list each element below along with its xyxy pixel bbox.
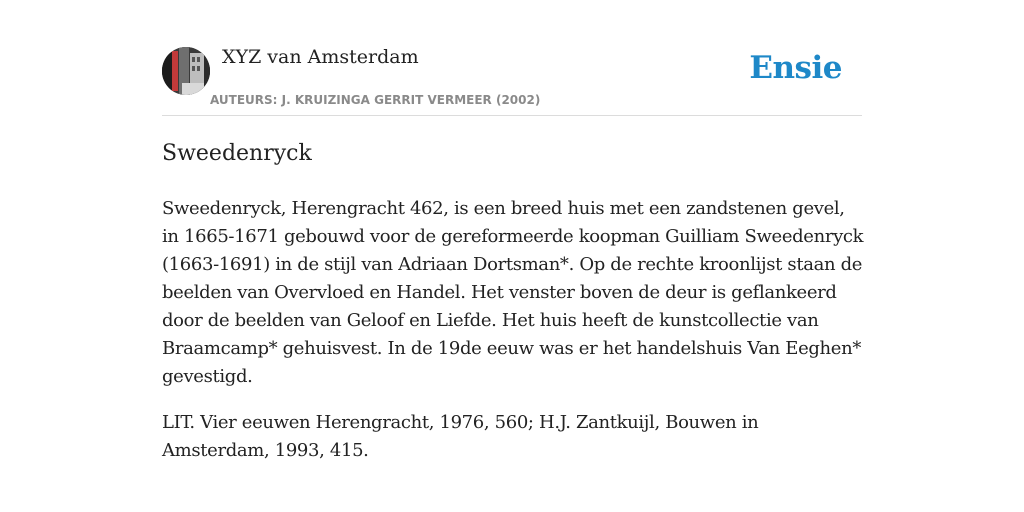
entry-content — [162, 138, 864, 483]
entry-title: Sweedenryck — [162, 141, 312, 166]
header — [162, 44, 862, 116]
book-cover-avatar[interactable] — [162, 47, 210, 95]
book-cover-icon — [162, 47, 210, 95]
authors-line: AUTEURS: J. KRUIZINGA GERRIT VERMEER (2002) — [210, 93, 541, 107]
book-title[interactable]: XYZ van Amsterdam — [222, 46, 419, 68]
ensie-logo[interactable]: Ensie — [749, 50, 842, 86]
entry-paragraph: Sweedenryck, Herengracht 462, is een breed huis met een zandstenen gevel, in 1665-1671 gebouwd voor de gereformeerde koopman Guilliam Sweedenryck (1663-1691) in de stijl van Adriaan Dortsman*. Op de rechte kroonlijst staan de beelden van Overvloed en Handel. Het venster boven de deur is geflankeerd door de beelden van Geloof en Liefde. Het huis heeft de kunstcollectie van Braamcamp* gehuisvest. In de 19de eeuw was er het handelshuis Van Eeghen* gevestigd. — [162, 198, 864, 387]
literature-paragraph: LIT. Vier eeuwen Herengracht, 1976, 560; H.J. Zantkuijl, Bouwen in Amsterdam, 1993, 415. — [162, 412, 759, 461]
